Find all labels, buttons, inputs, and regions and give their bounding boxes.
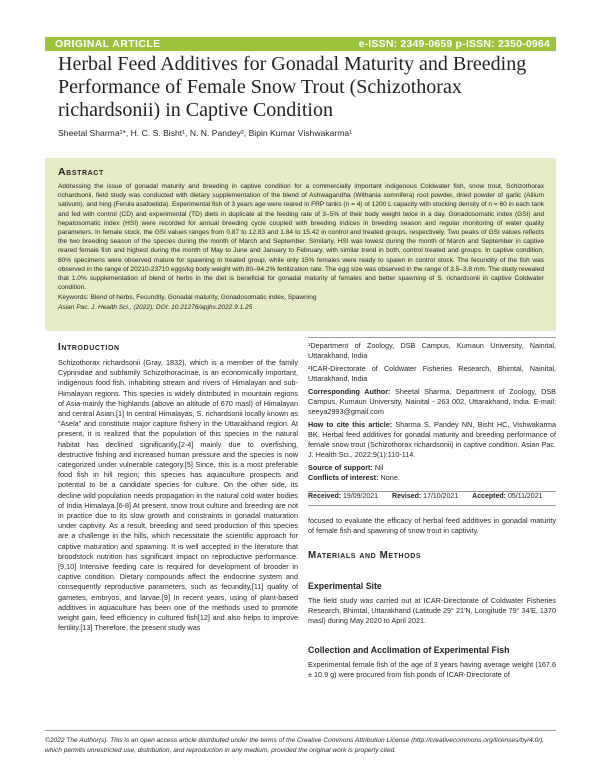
accepted-date [472,493,548,500]
how-to-cite [308,420,556,460]
section-label: ORIGINAL ARTICLE [55,38,161,50]
intro-continued: focused to evaluate the efficacy of herbal feed additives in gonadal maturity of female fish and spawning of snow trout in captivity. [308,516,556,536]
article-title: Herbal Feed Additives for Gonadal Maturity and Breeding Performance of Female Snow Trout (Schizothorax richardsonii) in Captive Condition [58,53,527,121]
accepted-label: Accepted: [472,493,507,500]
site-body: The field study was carried out at ICAR-Directorate of Coldwater Fisheries Research, Bhimtal, Uttarakhand (Latitude 29° 21′N, Longitude 79° 34′E, 1370 masl) during May 2020 to April 2021. [308,596,556,626]
column-divider-top [308,337,556,338]
received-date [308,493,384,500]
how-to-cite-text: Sharma S, Pandey NN, Bisht HC, Vishwakarma BK. Herbal feed additives for gonadal maturity and breeding performance of female snow trout (Schizothorax richardsonii) in captive condition. Asian Pac. J. Health Sci., 2022;9(1):110-114. [308,420,556,459]
support-value: Nil [374,463,384,472]
abstract-heading: Abstract [58,166,104,178]
conflicts-value: None. [380,473,400,482]
citation: Asian Pac. J. Health Sci., (2022); DOI: 10.21276/apjhs.2022.9.1.25 [58,303,253,311]
collection-body: Experimental female fish of the age of 3 years having average weight (167.6 ± 10.9 g) were procured from fish ponds of ICAR-Directorate of [308,660,556,680]
materials-heading: Materials and Methods [308,550,422,561]
introduction-column [58,358,298,633]
revised-label: Revised: [392,493,422,500]
affiliations-block [308,341,556,483]
abstract-content [58,182,544,312]
received-label: Received: [308,493,342,500]
affiliation-1: ¹Department of Zoology, DSB Campus, Kumaun University, Nainital, Uttarakhand, India [308,341,556,360]
column-divider-dates [308,491,556,492]
license-footer: ©2022 The Author(s). This is an open access article distributed under the terms of the Creative Commons Attribution License (http://creativecommons.org/licenses/by/4.0/), which permits unrestricted use, distribution, and reproduction in any medium, provided the original work is properly cited. [45,730,556,755]
correspondence [308,387,556,417]
issn-label: e-ISSN: 2349-0659 p-ISSN: 2350-0964 [358,38,550,50]
revised-date [392,493,464,500]
revised-value: 17/10/2021 [423,493,459,500]
abstract-box [45,158,556,331]
correspondence-label: Corresponding Author: [308,387,391,396]
conflicts-of-interest [308,473,556,483]
abstract-body: Addressing the issue of gonadal maturity and breeding in captive condition for a commercially important indigenous Coldwater fish, snow trout, Schizothorax richardsonii, field study was conducted with dietary supplementation of the blend of Ashwagandha (Withania somnifera) root powder, dried powder of garlic (Allium sativum), and hing (Ferula asafoetida). Experimental fish of 3 years age were reared in FRP tanks (n = 4) of 1200 L capacity with stocking density of n = 60 in each tank and fed with control (CD) and experimental (TD) diets in duplicate at the feeding rate of 3–5% of their body weight twice in a day. Gonadosomatic index (GSI) and hepatosomatic index (HSI) were recorded for annual breeding cycle coupled with breeding indices in breeding season and regular monitoring of water quality parameters. In female stock, the GSI values ranges from 0.87 to 12.83 and 1.84 to 15.42 in control and treated groups, respectively. Two peaks of GSI values reflects the two breeding season of the species during the month of March and September. Similarly, HSI was lowest during the month of March and September in captive reared female fish and highest during the month of May to June and January to February, with similar trend in both, control treated and groups. In captive condition, 80% specimens were observed mature for spawning in treated group, while only 15% females were ready to spawn in control stock. The fecundity of the fish was observed in the range of 20210-23710 eggs/kg body weight with 80–94.2% fertilization rate. The egg size was observed in the range of 3.5–3.8 mm. The study revealed that 1.0% supplementation of blend of herbs in the diet is beneficial for gonadal maturity of females and better spawning of S. richardsonii in captive Coldwater condition. [58,183,544,292]
correspondence-text: Sheetal Sharma, Department of Zoology, DSB Campus, Kumaun University, Nainital - 263 002, Uttarakhand, India. E-mail: seeya2993@gmail.com [308,387,556,416]
received-value: 19/09/2021 [343,493,379,500]
accepted-value: 05/11/2021 [507,493,543,500]
article-dates [308,493,556,500]
support-label: Source of support: [308,463,373,472]
keywords: Keywords: Blend of herbs, Fecundity, Gonadal maturity, Gonadosomatic index, Spawning [58,294,317,302]
introduction-body: Schizothorax richardsonii (Gray, 1832), which is a member of the family Cyprinidae and subfamily Schizothoracinae, is an economically important, indigenous food fish, inhabiting stream and rivers of Himalayan and sub-Himalayan regions. This species is widely distributed in mountain regions of Asia-mainly the highlands (above an altitude of 670 masl) of Himalayan and central Asian.[1] In central Himalayas, S. richardsonii locally known as "Asela" and constitute major capture fishery in the Uttarakhand region. At present, it is realized that the population of this species in the natural habitat has declined significantly,[2-4] mainly due to overfishing, destructive fishing and increased human pressure and the species is now categorized under vulnerable category.[5] Since, this is a most preferable food fish in hill region; this species has aquaculture prospects and potential to be a candidate species for culture. On the other side, its decline wild population needs propagation in the natural cold water bodies of India Himalaya.[6-8] At present, snow trout culture and breeding are not in practice due to its slow growth and constraints in gonadal maturation under captivity. As a result, breeding and seed production of this species are a challenge in the hills, which necessitate the scientific approach for captive maturation and spawning. It is well accepted in the literature that broodstock nutrition has significant impact on reproductive performance.[9,10] Intensive feeding care is required for development of brooder in captive condition. Dietary compounds affect the endocrine system and consequently reproductive parameters, such as fecundity,[11] quality of gametes, embryos, and larvae.[9] In recent years, using of plant-based additives in aquaculture has been one of the methods used to promote weight gain, feed efficiency in cultured fish[12] and also helps to improve fertility.[13] Therefore, the present study was [58,358,298,633]
header-bar [45,37,556,51]
conflicts-label: Conflicts of interest: [308,473,379,482]
site-heading: Experimental Site [308,581,382,591]
introduction-heading: Introduction [58,342,120,353]
collection-heading: Collection and Acclimation of Experimental Fish [308,645,510,655]
affiliation-2: ²ICAR-Directorate of Coldwater Fisheries Research, Bhimtal, Nainital, Uttarakhand, India [308,364,556,383]
column-divider-bottom [308,505,556,506]
source-of-support [308,463,556,473]
how-to-cite-label: How to cite this article: [308,420,393,429]
author-list: Sheetal Sharma¹*, H. C. S. Bisht¹, N. N. Pandey², Bipin Kumar Vishwakarma¹ [58,128,353,138]
